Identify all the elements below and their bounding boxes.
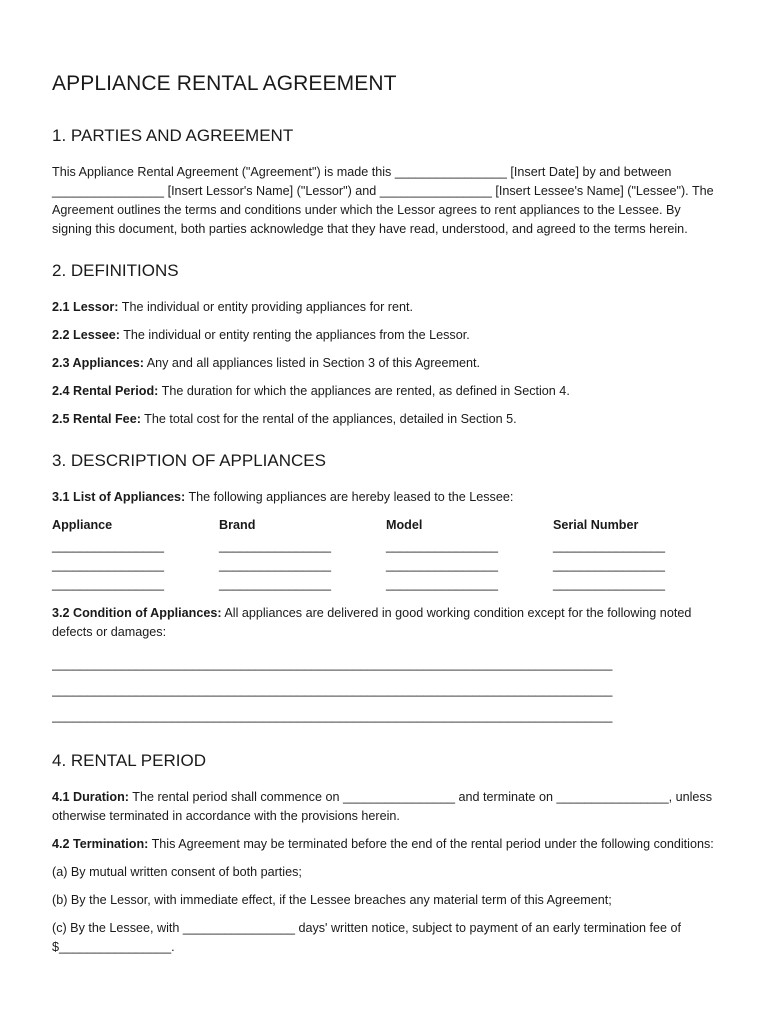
blank-field[interactable]: ________________ [52,558,165,572]
definition-item [52,354,718,373]
list-text: The following appliances are hereby leased to the Lessee: [185,490,514,504]
section-parties [52,126,718,239]
termination-condition-b: (b) By the Lessor, with immediate effect, if the Lessee breaches any material term of this Agreement; [52,893,612,907]
blank-field[interactable]: ________________ [52,539,165,553]
section-appliances [52,451,718,729]
blank-field[interactable]: ________________ [52,577,165,591]
column-header-serial: Serial Number [553,518,639,532]
column-header-brand: Brand [219,518,256,532]
blank-field[interactable]: ________________ [553,558,666,572]
duration-paragraph [52,788,718,826]
duration-text: The rental period shall commence on ________________ and terminate on ________________, unless otherwise terminated in accordance with the provisions herein. [52,790,713,823]
definition-term: 2.5 Rental Fee: [52,412,141,426]
column-header-appliance: Appliance [52,518,113,532]
appliance-table [52,516,718,594]
blank-field[interactable]: ________________ [219,558,332,572]
termination-term: 4.2 Termination: [52,837,149,851]
defects-line[interactable]: ________________________________________________________________________________ [52,657,613,671]
definition-item [52,382,718,401]
blank-field[interactable]: ________________ [386,577,499,591]
section-heading: 4. RENTAL PERIOD [52,751,206,770]
column-header-model: Model [386,518,423,532]
blank-field[interactable]: ________________ [219,539,332,553]
definition-text: The total cost for the rental of the appliances, detailed in Section 5. [140,412,517,426]
definition-term: 2.1 Lessor: [52,300,119,314]
definition-text: The individual or entity renting the appliances from the Lessor. [119,328,470,342]
duration-term: 4.1 Duration: [52,790,129,804]
blank-field[interactable]: ________________ [553,539,666,553]
definition-term: 2.4 Rental Period: [52,384,159,398]
condition-text: All appliances are delivered in good working condition except for the following noted defects or damages: [52,606,692,639]
definition-item [52,326,718,345]
section-rental-period [52,751,718,957]
condition-term: 3.2 Condition of Appliances: [52,606,222,620]
termination-condition-c: (c) By the Lessee, with ________________ days' written notice, subject to payment of an early termination fee of $________________. [52,921,681,954]
defects-line[interactable]: ________________________________________________________________________________ [52,709,613,723]
section-definitions [52,261,718,429]
blank-field[interactable]: ________________ [386,539,499,553]
blank-field[interactable]: ________________ [553,577,666,591]
blank-field[interactable]: ________________ [386,558,499,572]
section-heading: 1. PARTIES AND AGREEMENT [52,126,294,145]
definition-term: 2.3 Appliances: [52,356,144,370]
blank-field[interactable]: ________________ [219,577,332,591]
definition-text: The duration for which the appliances are rented, as defined in Section 4. [158,384,570,398]
condition-paragraph [52,604,718,642]
definition-item [52,410,718,429]
section-heading: 3. DESCRIPTION OF APPLIANCES [52,451,326,470]
defects-lines [52,651,718,729]
defects-line[interactable]: ________________________________________________________________________________ [52,683,613,697]
termination-condition-a: (a) By mutual written consent of both parties; [52,865,302,879]
definition-text: The individual or entity providing appliances for rent. [118,300,413,314]
appliance-list-intro [52,488,718,507]
termination-paragraph [52,835,718,854]
document-title: APPLIANCE RENTAL AGREEMENT [52,72,397,95]
definition-term: 2.2 Lessee: [52,328,120,342]
termination-text: This Agreement may be terminated before the end of the rental period under the following conditions: [148,837,714,851]
list-term: 3.1 List of Appliances: [52,490,186,504]
definition-item [52,298,718,317]
section-heading: 2. DEFINITIONS [52,261,179,280]
definition-text: Any and all appliances listed in Section 3 of this Agreement. [143,356,480,370]
parties-paragraph: This Appliance Rental Agreement ("Agreement") is made this ________________ [Insert Date] by and between ________________ [Insert Lessor's Name] ("Lessor") and ________________ [Insert Lessee's Name] ("Lessee"). The Agreement outlines the terms and conditions under which the Lessor agrees to rent appliances to the Lessee. By signing this document, both parties acknowledge that they have read, understood, and agreed to the terms herein. [52,165,714,236]
